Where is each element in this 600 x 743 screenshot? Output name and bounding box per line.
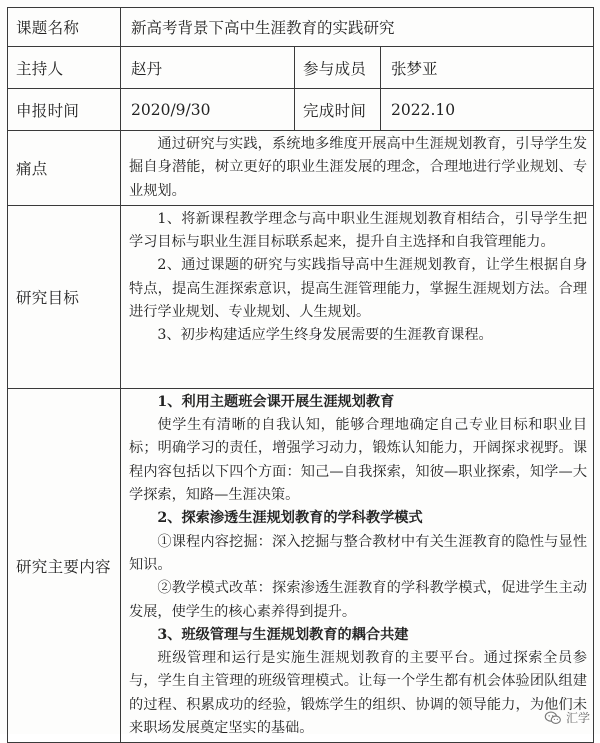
pain-paragraph: 通过研究与实践，系统地多维度开展高中生涯规划教育，引导学生发掘自身潜能，树立更好的职业生涯发展的理念，合理地进行学业规划、专业规划。 (129, 136, 588, 199)
content-paragraph-4: 班级管理和运行是实施生涯规划教育的主要平台。通过探索全员参与，学生自主管理的班级管理模式。让每一个学生都有机会体验团队组建的过程、积累成功的经验，锻炼学生的组织、协调的领导能力，为他们未来职场发展奠定坚实的基础。 (129, 650, 588, 737)
pain-text (121, 131, 594, 206)
goal-row (8, 205, 594, 388)
date-row (8, 89, 594, 131)
goal-item: 3、初步构建适应学生终身发展需要的生涯教育课程。 (157, 327, 493, 344)
watermark-text: 汇学 (565, 711, 590, 725)
topic-value: 新高考背景下高中生涯教育的实践研究 (121, 8, 594, 47)
apply-date-label: 申报时间 (8, 89, 121, 131)
content-label: 研究主要内容 (8, 388, 121, 742)
finish-date-label: 完成时间 (295, 89, 381, 131)
content-paragraph-1: 使学生有清晰的自我认知，能够合理地确定自己专业目标和职业目标；明确学习的责任，增强学习动力，锻炼认知能力，开阔探求视野。课程内容包括以下四个方面：知己—自我探索，知彼—职业探索，知学—大学探索，知路—生涯决策。 (129, 417, 588, 504)
content-paragraph-3: ②教学模式改革：探索渗透生涯教育的学科教学模式，促进学生主动发展，使学生的核心素养得到提升。 (129, 580, 588, 620)
content-heading-1: 1、利用主题班会课开展生涯规划教育 (157, 393, 395, 410)
host-value: 赵丹 (121, 47, 295, 89)
apply-date-value: 2020/9/30 (121, 89, 295, 131)
member-label: 参与成员 (295, 47, 381, 89)
finish-date-value: 2022.10 (381, 89, 594, 131)
pain-label: 痛点 (8, 131, 121, 206)
wechat-icon (544, 711, 562, 725)
pain-row (8, 131, 594, 206)
host-label: 主持人 (8, 47, 121, 89)
project-form-table (7, 7, 594, 743)
content-row (8, 388, 594, 742)
goal-label: 研究目标 (8, 205, 121, 388)
watermark (544, 709, 590, 726)
content-text (121, 388, 594, 742)
content-heading-2: 2、探索渗透生涯规划教育的学科教学模式 (157, 510, 423, 527)
goal-text (121, 205, 594, 388)
host-row (8, 47, 594, 89)
goal-item: 2、通过课题的研究与实践指导高中生涯规划教育，让学生根据自身特点，提高生涯探索意识，提高生涯管理能力，掌握生涯规划方法。合理进行学业规划、专业规划、人生规划。 (129, 257, 588, 321)
goal-item: 1、将新课程教学理念与高中职业生涯规划教育相结合，引导学生把学习目标与职业生涯目标联系起来，提升自主选择和自我管理能力。 (129, 210, 588, 251)
member-value: 张梦亚 (381, 47, 594, 89)
content-paragraph-2: ①课程内容挖掘：深入挖掘与整合教材中有关生涯教育的隐性与显性知识。 (129, 533, 588, 573)
content-heading-3: 3、班级管理与生涯规划教育的耦合共建 (157, 626, 409, 643)
topic-row (8, 8, 594, 47)
topic-label: 课题名称 (8, 8, 121, 47)
